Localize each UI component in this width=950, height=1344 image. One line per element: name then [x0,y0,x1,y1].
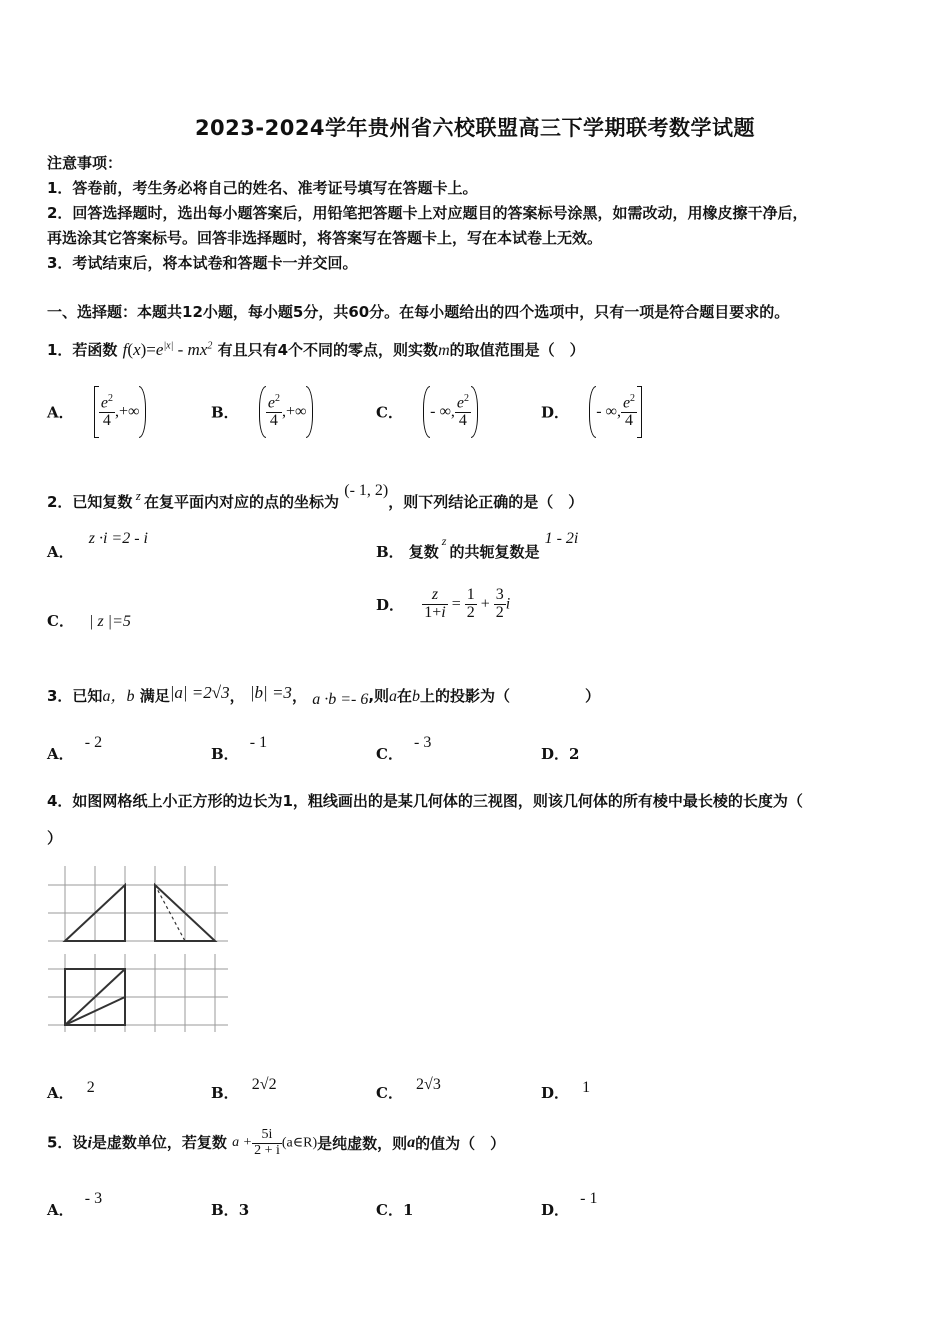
q5-expr-a: a + [232,1135,253,1151]
option-value: - 1 [580,1190,598,1207]
q1-option-c[interactable]: C． - ∞, $\frac{e^2}{4}$ [376,386,478,438]
q5-option-a[interactable] [47,1187,103,1219]
q1-pre: 1．若函数 [47,341,118,359]
question-2: 2．已知复数 z 在复平面内对应的点的坐标为 (- 1, 2)，则下列结论正确的是（ ） [47,482,584,511]
q3-then: ,则 [368,687,390,705]
option-value: 1 [402,1201,414,1219]
option-label: B． [211,403,239,422]
q3-vars: a，b [102,688,135,705]
q3-option-c[interactable] [376,731,432,763]
q3-pre: 3．已知 [47,687,103,705]
q4-option-b[interactable] [211,1073,277,1102]
q1-option-a[interactable]: A． $\frac{e^2}{4}$ ,+∞ [47,386,146,438]
q1-function: $f(x)=e^{|x|} - mx^2$ [122,340,213,359]
notice-item: 再选涂其它答案标号。回答非选择题时，将答案写在答题卡上，写在本试卷上无效。 [47,229,603,247]
q3-option-d[interactable] [541,743,579,764]
q5-pre: 5．设 [47,1133,88,1152]
option-label: C． [47,612,74,630]
option-label: C． [376,745,403,763]
q5-cond: (a∈R) [281,1135,318,1151]
q5-option-c[interactable] [376,1199,413,1220]
q2-option-d[interactable]: D． $\frac{z}{1+i}$ = $\frac{1}{2}$ + $\frac{3}{2}$ i [376,586,511,621]
q2-end: ，则下列结论正确的是（ ） [388,493,584,511]
option-value: 1 [582,1079,591,1096]
q4-option-d[interactable] [541,1076,591,1102]
option-value: 2 [569,745,580,763]
page-title: 2023-2024学年贵州省六校联盟高三下学期联考数学试题 [194,116,756,140]
option-label: B． [211,745,239,763]
q5-end: 的值为（ ） [415,1134,506,1153]
q5-va: a [407,1134,416,1152]
section-heading: 一、选择题：本题共12小题，每小题5分，共60分。在每小题给出的四个选项中，只有一项是符合题目要求的。 [47,303,790,321]
notice-item: 3．考试结束后，将本试卷和答题卡一并交回。 [47,254,358,272]
q3-mid: 满足 [139,687,170,705]
q1-var: m [438,342,450,359]
question-4-line1: 4．如图网格纸上小正方形的边长为1，粗线画出的是某几何体的三视图，则该几何体的所有棱中最长棱的长度为（ [47,792,803,810]
q5-mid: 是虚数单位，若复数 [91,1133,227,1152]
question-4-line2: ） [47,829,63,847]
q5-post: 是纯虚数，则 [317,1134,408,1153]
q5-option-d[interactable] [541,1187,598,1219]
option-label: B． [376,543,404,561]
q3-sep2: ， [291,687,307,705]
notice-item: 1．答卷前，考生务必将自己的姓名、准考证号填写在答题卡上。 [47,179,478,197]
q4-option-a[interactable] [47,1076,95,1102]
notice-item: 2．回答选择题时，选出每小题答案后，用铅笔把答题卡上对应题目的答案标号涂黑，如需改动，用橡皮擦干净后， [47,204,808,222]
option-label: D． [541,403,570,422]
q3-e3: a ·b =- 6 [312,691,369,708]
option-label: C． [376,403,403,422]
option-label: A． [47,543,74,561]
option-label: A． [47,1084,74,1102]
q2-mid: 在复平面内对应的点的坐标为 [144,493,340,511]
option-label: C． [376,1201,403,1219]
q2-option-b[interactable]: B． 复数 z 的共轭复数是 1 - 2i [376,530,579,561]
option-value: z ·i =2 - i [88,530,148,547]
question-5 [47,1128,505,1158]
option-label: A． [47,1201,74,1219]
option-value: - 2 [84,734,103,751]
option-value: | z |=5 [89,613,131,630]
q1-post: 有且只有4个不同的零点，则实数 [217,341,439,359]
option-value: - 3 [84,1190,103,1207]
option-text: 复数 [408,543,439,561]
option-value: - 3 [414,734,432,751]
option-label: B． [211,1201,239,1219]
q3-end: 上的投影为（ ） [420,687,601,705]
option-label: C． [376,1084,403,1102]
question-1 [47,339,585,360]
q2-point: (- 1, 2) [344,482,389,499]
option-text: 的共轭复数是 [449,543,540,561]
q2-pre: 2．已知复数 [47,493,133,511]
question-3 [47,683,600,709]
q5-i: i [87,1134,92,1152]
q5-den: 2 + i [254,1142,280,1158]
q3-e1: |a| =2√3 [169,683,230,702]
q1-end: 的取值范围是（ ） [449,341,585,359]
option-value: 3 [238,1201,250,1219]
option-label: A． [47,745,74,763]
q3-option-a[interactable] [47,731,103,763]
notice-heading: 注意事项： [47,154,123,172]
q3-sep: ， [229,687,245,705]
option-label: D． [541,1084,570,1102]
option-label: D． [376,595,405,614]
option-label: D． [541,745,570,763]
option-value: 2√3 [416,1076,441,1093]
q3-va: a [389,688,398,705]
option-label: B． [211,1084,239,1102]
q1-option-b[interactable]: B． $\frac{e^2}{4}$ ,+∞ [211,386,313,438]
option-value: 2 [86,1079,95,1096]
option-value: - 1 [249,734,268,751]
option-label: D． [541,1201,570,1219]
q3-vb: b [412,688,421,705]
q1-option-d[interactable]: D． - ∞, $\frac{e^2}{4}$ [541,386,642,438]
q2-option-c[interactable] [47,610,131,631]
three-view-figure [48,866,232,1034]
option-value: 1 - 2i [544,530,579,547]
q5-option-b[interactable] [211,1199,249,1220]
option-value: 2√2 [251,1076,277,1093]
option-label: A． [47,403,74,422]
q5-num: 5i [252,1128,282,1144]
q4-option-c[interactable] [376,1073,441,1102]
q2-option-a[interactable] [47,527,148,561]
q3-e2: |b| =3 [249,683,292,702]
q3-on: 在 [397,687,413,705]
q3-option-b[interactable] [211,731,268,763]
